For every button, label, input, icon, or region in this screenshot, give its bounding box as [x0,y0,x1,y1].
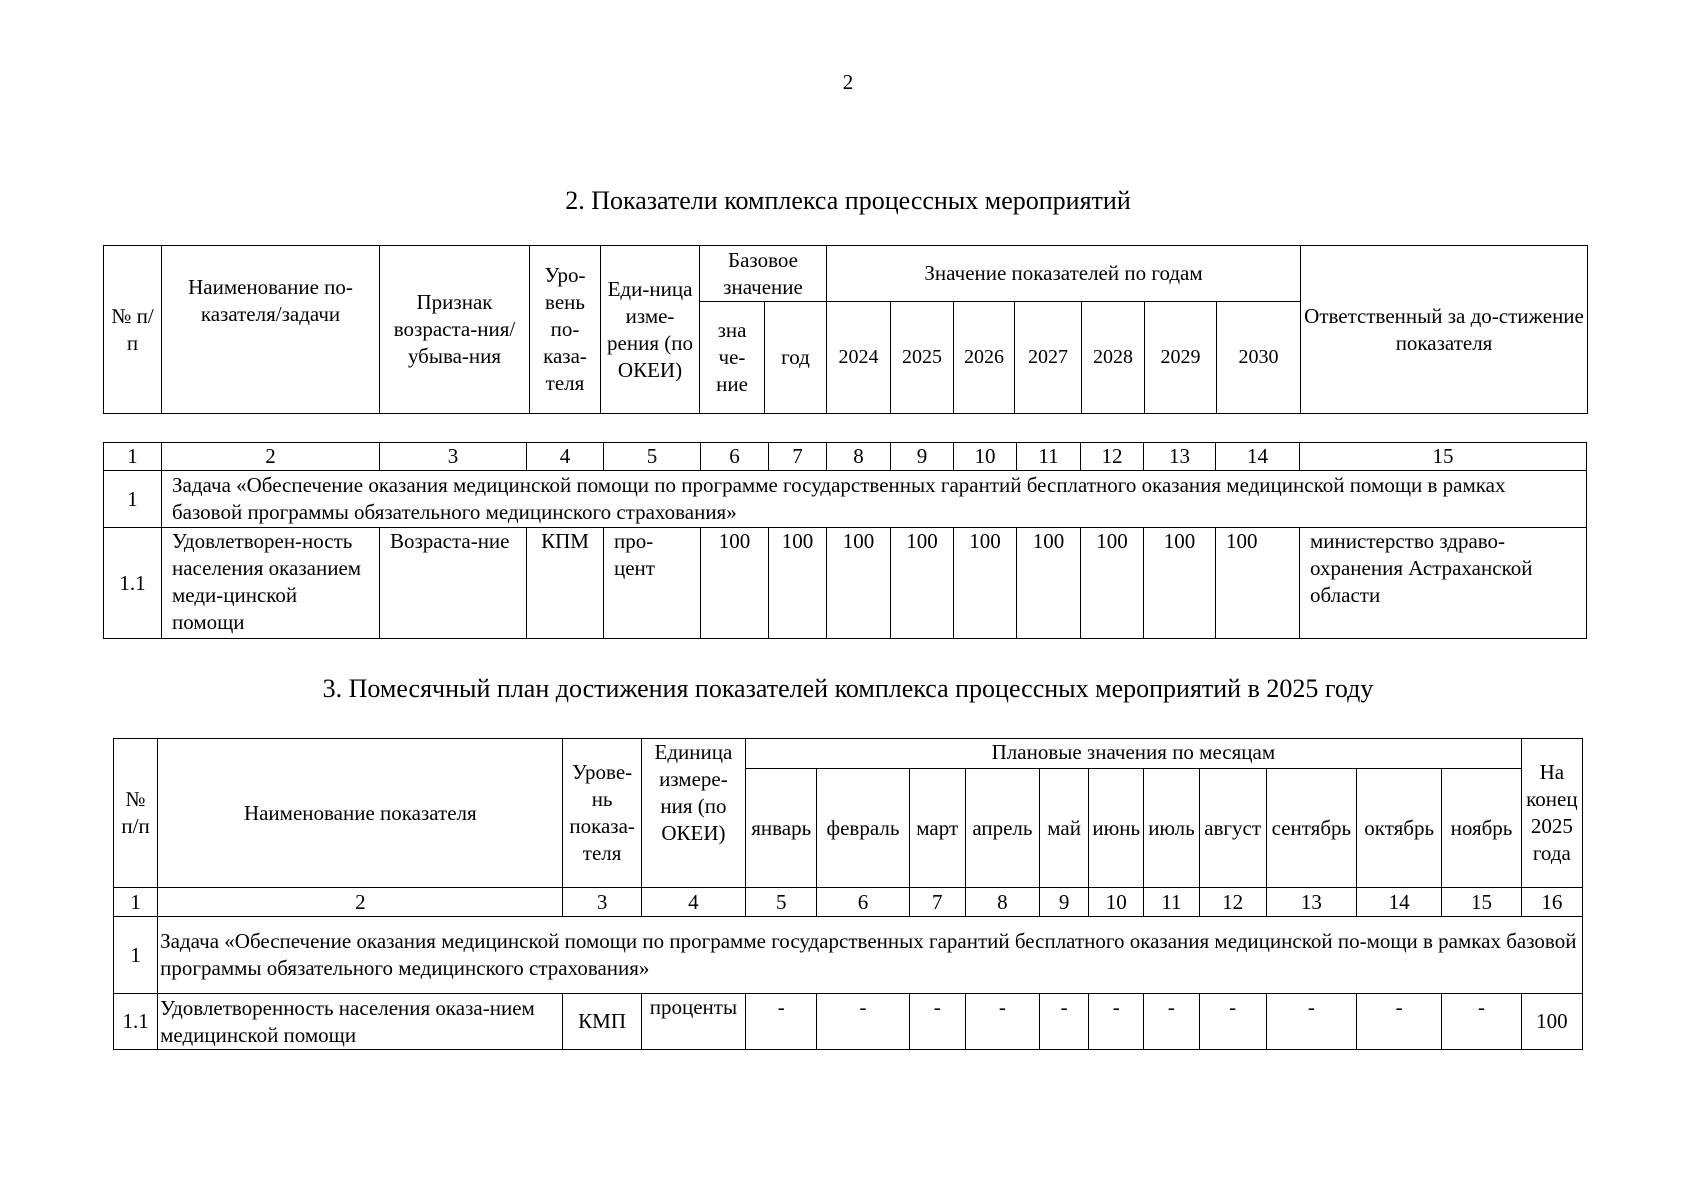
section-2-title: 2. Показатели комплекса процессных мероприятий [565,186,1131,215]
header-month-jun: июнь [1089,769,1144,888]
header-month-may: май [1040,769,1089,888]
indicators-table-body [103,442,1587,639]
task-text: Задача «Обеспечение оказания медицинской помощи по программе государственных гарантий бесплатного оказания медицинской помощи в рамках базовой программы обязательного медицинского страхования» [162,471,1587,528]
indicator-value: 100 [827,528,891,639]
col-number: 11 [1144,888,1199,917]
col-number: 10 [954,443,1017,471]
indicator-value: 100 [1144,528,1216,639]
indicator-row [104,528,1587,639]
col-number: 15 [1442,888,1521,917]
col-number: 2 [158,888,563,917]
task-row [104,471,1587,528]
col-number: 9 [891,443,954,471]
header-unit: Единица измере-ния (по ОКЕИ) [641,739,745,888]
indicator-row [114,994,1583,1050]
indicator-name: Удовлетворен-ность населения оказанием меди-цинской помощи [162,528,380,639]
col-number: 3 [563,888,641,917]
header-years-group: Значение показателей по годам [827,246,1301,302]
col-number: 13 [1266,888,1356,917]
header-month-jul: июль [1144,769,1199,888]
task-text: Задача «Обеспечение оказания медицинской помощи по программе государственных гарантий бесплатного оказания медицинской по-мощи в рамках базовой программы обязательного медицинского страхования» [158,917,1583,994]
header-month-aug: август [1199,769,1266,888]
col-number: 4 [527,443,604,471]
header-month-oct: октябрь [1357,769,1442,888]
indicator-value: 100 [769,528,827,639]
col-number: 1 [104,443,162,471]
header-base-year: год [765,302,827,414]
indicator-value: 100 [891,528,954,639]
indicator-responsible: министерство здраво-охранения Астраханской области [1300,528,1587,639]
header-year-2025: 2025 [891,302,954,414]
indicator-num: 1.1 [114,994,158,1050]
month-value: - [1040,994,1089,1050]
month-value: - [965,994,1039,1050]
header-month-sep: сентябрь [1266,769,1356,888]
header-year-2030: 2030 [1217,302,1301,414]
col-number: 12 [1199,888,1266,917]
col-number: 14 [1216,443,1300,471]
month-value: - [1089,994,1144,1050]
task-row [114,917,1583,994]
page-number: 2 [842,70,854,94]
header-months-group: Плановые значения по месяцам [746,739,1522,769]
indicator-value: 100 [1216,528,1300,639]
indicator-level: КПМ [527,528,604,639]
col-number: 15 [1300,443,1587,471]
header-month-mar: март [909,769,965,888]
col-number: 4 [641,888,745,917]
header-unit: Еди-ница изме-рения (по ОКЕИ) [601,246,700,414]
month-value: - [1266,994,1356,1050]
header-name: Наименование показателя [158,739,563,888]
month-value: - [817,994,909,1050]
header-year-2029: 2029 [1145,302,1217,414]
indicator-num: 1.1 [104,528,162,639]
month-value: - [1357,994,1442,1050]
indicator-value: 100 [1017,528,1081,639]
task-num: 1 [104,471,162,528]
col-number: 8 [965,888,1039,917]
indicator-trend: Возраста-ние [380,528,527,639]
header-year-2026: 2026 [954,302,1015,414]
indicator-end-value: 100 [1521,994,1582,1050]
col-number: 12 [1081,443,1144,471]
indicator-unit: про-цент [604,528,701,639]
indicator-name: Удовлетворенность населения оказа-нием медицинской помощи [158,994,563,1050]
col-number: 7 [769,443,827,471]
col-number: 11 [1017,443,1081,471]
header-name: Наименование по-казателя/задачи [162,246,380,414]
indicator-level: КМП [563,994,641,1050]
header-level: Урове-нь показа-теля [563,739,641,888]
header-month-apr: апрель [965,769,1039,888]
col-number: 2 [162,443,380,471]
col-number: 7 [909,888,965,917]
month-value: - [1442,994,1521,1050]
task-num: 1 [114,917,158,994]
indicators-table-header [103,245,1588,414]
col-number: 9 [1040,888,1089,917]
col-number: 3 [380,443,527,471]
indicator-value: 100 [701,528,769,639]
indicator-value: 100 [954,528,1017,639]
col-number: 6 [817,888,909,917]
header-trend: Признак возраста-ния/убыва-ния [380,246,530,414]
col-number: 5 [604,443,701,471]
header-base: Базовое значение [700,246,827,302]
month-value: - [909,994,965,1050]
header-num: № п/п [114,739,158,888]
indicator-unit: проценты [641,994,745,1050]
header-base-value: зна че-ние [700,302,765,414]
col-number: 14 [1357,888,1442,917]
month-value: - [1199,994,1266,1050]
col-number: 5 [746,888,817,917]
col-number: 16 [1521,888,1582,917]
header-year-2028: 2028 [1082,302,1145,414]
header-month-feb: февраль [817,769,909,888]
column-numbers-row [104,443,1587,471]
indicator-value: 100 [1081,528,1144,639]
col-number: 1 [114,888,158,917]
month-value: - [746,994,817,1050]
monthly-plan-table [113,738,1583,1050]
header-month-nov: ноябрь [1442,769,1521,888]
header-responsible: Ответственный за до-стижение показателя [1301,246,1588,414]
section-3-title: 3. Помесячный план достижения показателей комплекса процессных мероприятий в 2025 году [322,674,1374,703]
column-numbers-row [114,888,1583,917]
header-month-jan: январь [746,769,817,888]
col-number: 10 [1089,888,1144,917]
month-value: - [1144,994,1199,1050]
col-number: 13 [1144,443,1216,471]
col-number: 8 [827,443,891,471]
header-year-2024: 2024 [827,302,891,414]
col-number: 6 [701,443,769,471]
header-num: № п/п [104,246,162,414]
header-level: Уро-вень по-каза-теля [530,246,601,414]
header-end: На конец 2025 года [1521,739,1582,888]
header-year-2027: 2027 [1015,302,1082,414]
